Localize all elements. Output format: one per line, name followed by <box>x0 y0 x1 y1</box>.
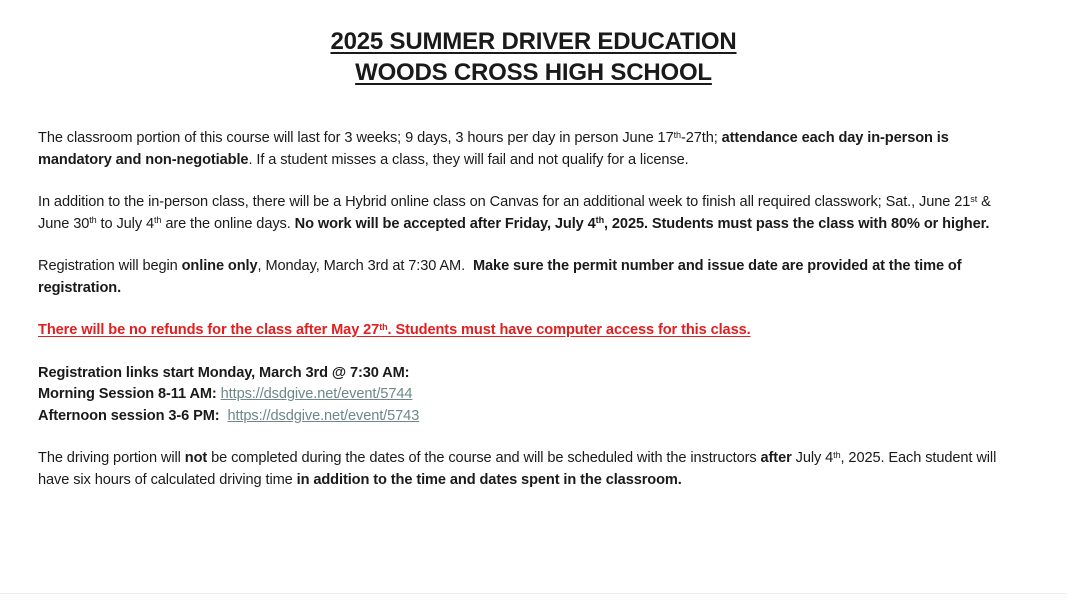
registration-links-block <box>38 363 1023 428</box>
paragraph-driving <box>38 448 1023 491</box>
ordinal-superscript: th <box>595 215 604 226</box>
text-run: , Monday, March 3rd at 7:30 AM. <box>257 258 473 274</box>
text-run-bold: attendance each day in-person is mandatory and non-negotiable <box>38 130 949 168</box>
refund-warning <box>38 320 1023 342</box>
paragraph-registration <box>38 256 1023 299</box>
ordinal-superscript: th <box>833 449 841 460</box>
ordinal-superscript: th <box>673 129 681 140</box>
afternoon-session-label: Afternoon session 3-6 PM: <box>38 407 228 424</box>
text-run: There will be no refunds for the class after May 27 <box>38 322 380 338</box>
text-run: to July 4 <box>96 215 154 232</box>
text-run-bold: online only <box>181 258 258 274</box>
text-run-bold: No work will be accepted after Friday, July 4 <box>294 215 596 232</box>
morning-session-link[interactable]: https://dsdgive.net/event/5744 <box>220 386 413 402</box>
afternoon-session-link[interactable]: https://dsdgive.net/event/5743 <box>227 407 420 424</box>
text-run: The driving portion will <box>38 450 185 466</box>
text-run: -27th; <box>680 130 722 146</box>
text-run: , 2025. Each student will have six hours of calculated driving time <box>38 450 997 488</box>
text-run: be completed during the dates of the course and will be scheduled with the instructors <box>207 450 761 466</box>
text-run: & June 30 <box>38 194 991 232</box>
text-run: . Students must have computer access for this class. <box>387 322 751 338</box>
ordinal-superscript: th <box>154 215 162 226</box>
text-run: are the online days. <box>161 215 295 232</box>
text-run-bold: in addition to the time and dates spent in the classroom. <box>296 471 682 488</box>
text-run-bold: Make sure the permit number and issue date are provided at the time of registration. <box>38 258 962 296</box>
page-title <box>0 26 1067 88</box>
paragraph-hybrid <box>38 192 1023 235</box>
title-line-2: WOODS CROSS HIGH SCHOOL <box>355 59 712 86</box>
text-run: Registration will begin <box>38 258 182 274</box>
text-run-bold: not <box>184 450 208 466</box>
text-run-bold: , 2025. Students must pass the class with 80% or higher. <box>604 215 990 232</box>
body-text <box>0 128 1067 491</box>
ordinal-superscript: th <box>379 321 388 332</box>
links-heading: Registration links start Monday, March 3rd @ 7:30 AM: <box>38 364 410 381</box>
text-run-bold: after <box>760 450 792 466</box>
text-run: The classroom portion of this course will last for 3 weeks; 9 days, 3 hours per day in person June 17 <box>38 130 674 146</box>
text-run: In addition to the in-person class, there will be a Hybrid online class on Canvas for an additional week to finish all required classwork; Sat., June 21 <box>38 194 971 210</box>
afternoon-session-line <box>38 406 1023 428</box>
ordinal-superscript: st <box>970 193 978 204</box>
morning-session-line <box>38 384 1023 406</box>
title-line-1: 2025 SUMMER DRIVER EDUCATION <box>330 28 737 55</box>
bottom-edge-line <box>0 593 1067 600</box>
paragraph-classroom <box>38 128 1023 171</box>
ordinal-superscript: th <box>89 215 97 226</box>
text-run: . If a student misses a class, they will fail and not qualify for a license. <box>248 151 689 168</box>
text-run: July 4 <box>791 450 834 466</box>
morning-session-label: Morning Session 8-11 AM: <box>38 386 221 402</box>
